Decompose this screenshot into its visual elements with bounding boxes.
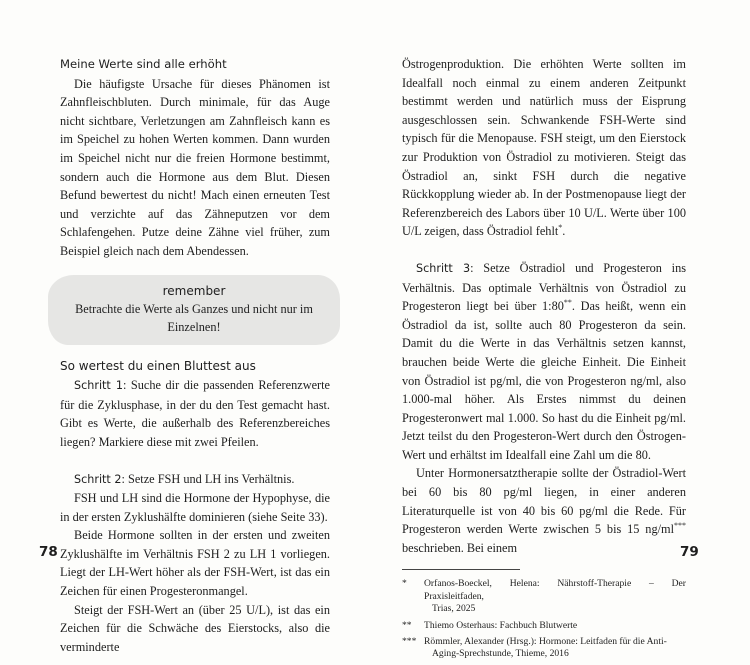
left-column: [60, 55, 330, 656]
right-column: [402, 55, 686, 665]
footnote-mark: **: [563, 298, 572, 308]
footnote-text-cont: Aging-Sprechstunde, Thieme, 2016: [432, 648, 569, 660]
para2-text-a: Unter Hormonersatztherapie sollte der Östradiol-Wert bei 60 bis 80 pg/ml liegen, in einer anderen Literaturquelle ist von 40 bis 60 pg/ml die Rede. Für Progesteron werden Werte zwischen 5 bis 15 ng/ml: [402, 466, 686, 537]
remember-text: Betrachte die Werte als Ganzes und nicht nur im Einzelnen!: [75, 301, 313, 334]
footnote-text: Thiemo Osterhaus: Fachbuch Blutwerte: [424, 619, 578, 631]
footnote-divider: [402, 569, 520, 570]
footnote-marker: **: [402, 619, 412, 631]
para2-text-b: beschrieben. Bei einem: [402, 540, 518, 555]
footnote-text: Orfanos-Boeckel, Helena: Nährstoff-Therapie – Der Praxisleitfaden,: [424, 578, 686, 602]
footnote: [402, 578, 686, 615]
left-page: [0, 0, 375, 654]
footnote-text: Römmler, Alexander (Hrsg.): Hormone: Leitfaden für die Anti-: [424, 636, 667, 648]
page-number-left: 78: [39, 544, 58, 560]
footnote-mark: ***: [674, 521, 686, 531]
footnote-marker: ***: [402, 636, 417, 648]
footnote-text-cont: Trias, 2025: [432, 603, 476, 615]
footnote-marker: *: [402, 578, 407, 590]
paragraph: Beide Hormone sollten in der ersten und zweiten Zyklushälfte im Verhältnis FSH 2 zu LH 1 vorliegen. Liegt der LH-Wert höher als der FSH-Wert, ist das ein Zeichen für einen Progesteronmangel.: [60, 528, 330, 599]
paragraph-step2: [60, 470, 330, 490]
para1-text: Östrogenproduktion. Die erhöhten Werte sollten im Idealfall noch einmal zu einem anderen Zeitpunkt bestimmt werden und natürlich muss der Eisprung ausgeschlossen sein. Schwankende FSH-Werte sind typisch für die Menopause. FSH steigt, um den Eierstock zur Produktion von Östradiol zu motivieren. Steigt das Östradiol an, sinkt FSH durch die negative Rückkopplung wieder ab. In der Postmenopause liegt der Referenzbereich des Labors über 10 U/L. Werte über 100 U/L zeigen, dass Östradiol fehlt: [402, 57, 686, 239]
step1-label: Schritt 1: [74, 379, 123, 393]
footnote: [402, 620, 686, 632]
step3-text-a: : Setze Östradiol und Progesteron ins Verhältnis. Das optimale Verhältnis von Östradiol zu Progesteron liegt bei über 1:80: [402, 260, 687, 314]
paragraph-step1: [60, 376, 330, 451]
page-number-right: 79: [680, 544, 699, 560]
footnote-mark: *: [558, 223, 563, 233]
heading-bluttest: So wertest du einen Bluttest aus: [60, 358, 256, 373]
step3-text-b: . Das heißt, wenn ein Östradiol da ist, sollte auch 80 Progesteron da sein. Damit du die Werte in das Verhältnis setzen kannst, brauchen beide Werte die gleiche Einheit. Die Einheit von Östradiol ist pg/ml, die von Progesteron ng/ml, also 1.000-mal höher. Als Erstes nimmst du deinen Progesteronwert mal 1.000. So hast du die Einheit pg/ml. Jetzt teilst du den Progesteron-Wert durch den Östrogen-Wert und erhältst im Idealfall eine Zahl um die 80.: [402, 299, 686, 462]
remember-title: remember: [162, 283, 226, 298]
step1-text: : Suche dir die passenden Referenzwerte für die Zyklusphase, in der du den Test gemacht hast. Gibt es Werte, die außerhalb des Referenzbereiches liegen? Markiere diese mit zwei Pfeilen.: [60, 378, 331, 449]
para1-end: .: [562, 224, 566, 239]
heading-meine-werte: Meine Werte sind alle erhöht: [60, 57, 227, 71]
remember-box: [48, 275, 340, 345]
paragraph-step3: [402, 259, 686, 465]
step2-label: Schritt 2: [74, 472, 122, 486]
paragraph: FSH und LH sind die Hormone der Hypophyse, die in der ersten Zyklushälfte dominieren (siehe Seite 33).: [60, 491, 330, 524]
step2-text: : Setze FSH und LH ins Verhältnis.: [121, 471, 295, 486]
paragraph: Die häufigste Ursache für dieses Phänomen ist Zahnfleischbluten. Durch minimale, für das Auge nicht sichtbare, Verletzungen am Zahnfleisch kann es im Speichel zu hohen Werten kommen. Dann wurden im Speichel nicht nur die freien Hormone bestimmt, sondern auch die Hormone aus dem Blut. Diesen Befund bewertest du nicht! Mach einen erneuten Test und verzichte auf das Zähneputzen vor dem Schlafengehen. Putze deine Zähne viel früher, zum Beispiel gleich nach dem Abendessen.: [60, 76, 330, 258]
footnote: [402, 636, 686, 661]
right-page: [375, 0, 750, 660]
paragraph: [402, 55, 686, 241]
paragraph: Steigt der FSH-Wert an (über 25 U/L), ist das ein Zeichen für die Schwäche des Eierstocks, also die verminderte: [60, 602, 330, 654]
step3-label: Schritt 3: [416, 261, 471, 275]
paragraph: [402, 464, 686, 557]
